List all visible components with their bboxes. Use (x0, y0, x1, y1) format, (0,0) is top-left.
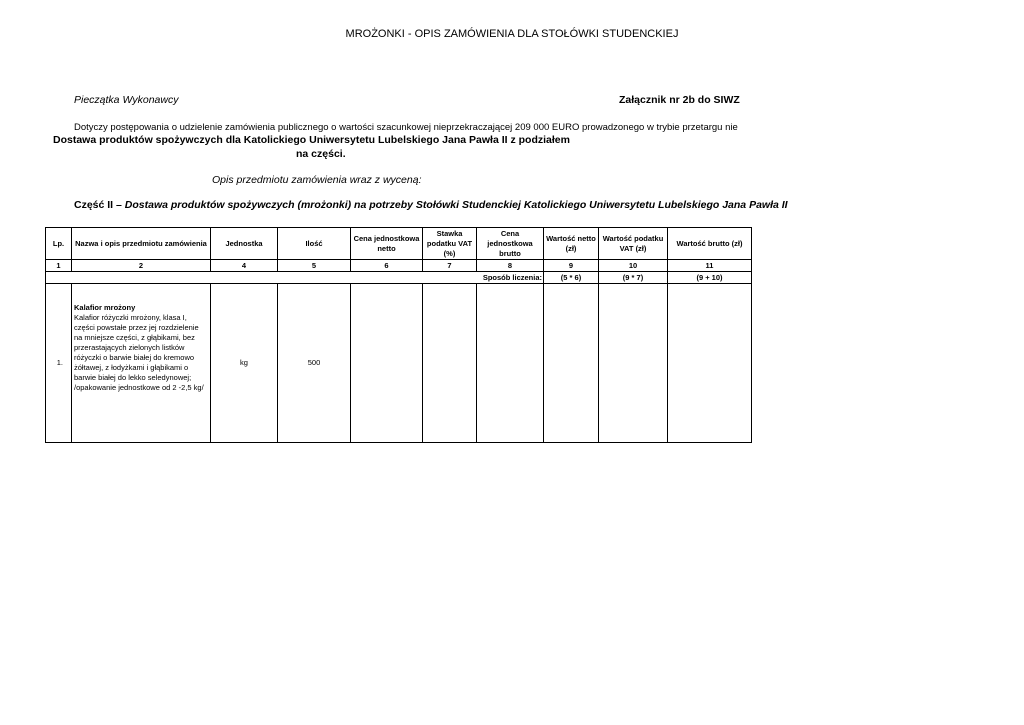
column-number: 6 (351, 260, 423, 272)
row-quantity: 500 (278, 284, 351, 443)
row-value-net[interactable] (544, 284, 599, 443)
calc-label: Sposób liczenia: (423, 272, 544, 284)
item-name: Kalafior mrożony (74, 303, 136, 312)
header-unit-price-gross: Cena jednostkowa brutto (477, 228, 544, 260)
calc-empty (46, 272, 72, 284)
table-header-row (46, 228, 752, 260)
header-unit-price-net: Cena jednostkowa netto (351, 228, 423, 260)
header-vat-value: Wartość podatku VAT (zł) (599, 228, 668, 260)
row-value-gross[interactable] (668, 284, 752, 443)
header-name: Nazwa i opis przedmiotu zamówienia (72, 228, 211, 260)
row-unit: kg (211, 284, 278, 443)
calculation-row (46, 272, 752, 284)
order-table (45, 227, 752, 443)
calc-empty (278, 272, 351, 284)
column-number: 11 (668, 260, 752, 272)
part-title: Dostawa produktów spożywczych (mrożonki) na potrzeby Stołówki Studenckiej Katolickiego Uniwersytetu Lubelskiego Jana Pawła II (124, 199, 788, 211)
part-heading (74, 199, 788, 211)
calc-empty (211, 272, 278, 284)
header-value-gross: Wartość brutto (zł) (668, 228, 752, 260)
header-quantity: Ilość (278, 228, 351, 260)
column-number: 2 (72, 260, 211, 272)
calc-formula-vat: (9 * 7) (599, 272, 668, 284)
column-number: 4 (211, 260, 278, 272)
calc-empty (351, 272, 423, 284)
calc-formula-net: (5 * 6) (544, 272, 599, 284)
procedure-note: Dotyczy postępowania o udzielenie zamówienia publicznego o wartości szacunkowej nieprzekraczającej 209 000 EURO prowadzonego w trybie przetargu nie (74, 122, 738, 133)
column-number: 8 (477, 260, 544, 272)
item-description: Kalafior różyczki mrożony, klasa I, części powstałe przez jej rozdzielenie na mniejsze części, z głąbikami, bez przerastających zielonych listków różyczki o barwie białej do kremowo żółtawej, z łodyżkami i głąbikami o barwie białej do lekko seledynowej; /opakowanie jednostkowe od 2 -2,5 kg/ (74, 313, 204, 392)
header-vat-rate: Stawka podatku VAT (%) (423, 228, 477, 260)
row-vat-value[interactable] (599, 284, 668, 443)
subject-line-1: Dostawa produktów spożywczych dla Katolickiego Uniwersytetu Lubelskiego Jana Pawła II z podziałem (53, 134, 570, 146)
column-number: 7 (423, 260, 477, 272)
part-prefix: Część II – (74, 199, 125, 211)
column-number: 9 (544, 260, 599, 272)
calc-formula-gross: (9 + 10) (668, 272, 752, 284)
column-number: 10 (599, 260, 668, 272)
page-title: MROŻONKI - OPIS ZAMÓWIENIA DLA STOŁÓWKI STUDENCKIEJ (345, 28, 679, 40)
row-unit-price-net[interactable] (351, 284, 423, 443)
header-value-net: Wartość netto (zł) (544, 228, 599, 260)
contractor-stamp-label: Pieczątka Wykonawcy (74, 94, 179, 106)
description-heading: Opis przedmiotu zamówienia wraz z wyceną: (212, 174, 422, 186)
row-item (72, 284, 211, 443)
row-lp: 1. (46, 284, 72, 443)
header-lp: Lp. (46, 228, 72, 260)
column-number-row (46, 260, 752, 272)
table-row (46, 284, 752, 443)
subject-line-2: na części. (296, 148, 346, 160)
column-number: 5 (278, 260, 351, 272)
row-unit-price-gross[interactable] (477, 284, 544, 443)
calc-empty (72, 272, 211, 284)
annex-label: Załącznik nr 2b do SIWZ (619, 94, 740, 106)
column-number: 1 (46, 260, 72, 272)
row-vat-rate[interactable] (423, 284, 477, 443)
header-unit: Jednostka (211, 228, 278, 260)
